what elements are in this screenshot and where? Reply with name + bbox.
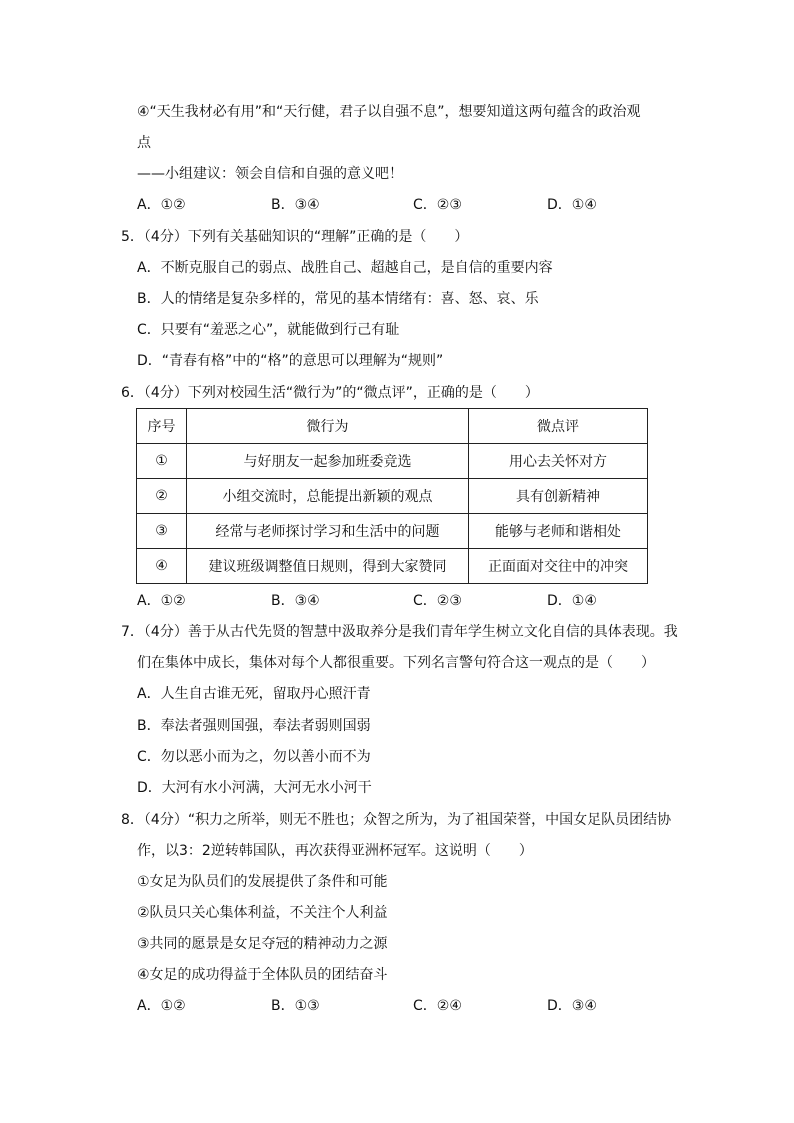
q7-option-c: C．勿以恶小而为之，勿以善小而不为 bbox=[137, 749, 371, 765]
q8-option-d: D．③④ bbox=[547, 998, 597, 1014]
q5-stem: 5．（4分）下列有关基础知识的“理解”正确的是（ ） bbox=[121, 229, 469, 245]
q7-option-b: B．奉法者强则国强，奉法者弱则国弱 bbox=[137, 718, 371, 734]
q4-group-suggestion: ——小组建议：领会自信和自强的意义吧！ bbox=[137, 166, 403, 182]
q5-option-b: B．人的情绪是复杂多样的，常见的基本情绪有：喜、怒、哀、乐 bbox=[137, 291, 539, 307]
q5-option-c: C．只要有“羞恶之心”，就能做到行己有耻 bbox=[137, 322, 400, 338]
q5-option-d: D．“青春有格”中的“格”的意思可以理解为“规则” bbox=[137, 353, 444, 369]
q4-option-d: D．①④ bbox=[547, 197, 597, 213]
row-comment: 具有创新精神 bbox=[469, 479, 648, 514]
q6-option-a: A．①② bbox=[137, 593, 186, 609]
q6-option-b: B．③④ bbox=[271, 593, 320, 609]
table-header-row bbox=[137, 409, 648, 444]
table-row bbox=[137, 479, 648, 514]
table-row bbox=[137, 514, 648, 549]
q8-stem-line2: 作，以3：2逆转韩国队，再次获得亚洲杯冠军。这说明（ ） bbox=[137, 843, 533, 859]
q8-statement-3: ③共同的愿景是女足夺冠的精神动力之源 bbox=[137, 936, 388, 952]
row-number: ③ bbox=[137, 514, 187, 549]
table-row bbox=[137, 549, 648, 584]
header-micro-comment: 微点评 bbox=[469, 409, 648, 444]
q4-options bbox=[137, 195, 657, 215]
q6-option-c: C．②③ bbox=[413, 593, 462, 609]
q8-stem-line1: 8．（4分）“积力之所举，则无不胜也；众智之所为，为了祖国荣誉，中国女足队员团结协 bbox=[121, 812, 672, 828]
q8-statement-2: ②队员只关心集体利益，不关注个人利益 bbox=[137, 905, 388, 921]
q8-statement-1: ①女足为队员们的发展提供了条件和可能 bbox=[137, 874, 388, 890]
q6-option-d: D．①④ bbox=[547, 593, 597, 609]
row-number: ② bbox=[137, 479, 187, 514]
q4-statement-4-line2: 点 bbox=[137, 135, 151, 151]
q4-statement-4-line1: ④“天生我材必有用”和“天行健，君子以自强不息”，想要知道这两句蕴含的政治观 bbox=[137, 104, 641, 120]
row-comment: 用心去关怀对方 bbox=[469, 444, 648, 479]
row-behavior: 小组交流时，总能提出新颖的观点 bbox=[187, 479, 469, 514]
row-behavior: 建议班级调整值日规则，得到大家赞同 bbox=[187, 549, 469, 584]
row-behavior: 与好朋友一起参加班委竞选 bbox=[187, 444, 469, 479]
row-behavior: 经常与老师探讨学习和生活中的问题 bbox=[187, 514, 469, 549]
q6-options bbox=[137, 591, 657, 611]
q8-option-a: A．①② bbox=[137, 998, 186, 1014]
row-number: ① bbox=[137, 444, 187, 479]
row-comment: 正面面对交往中的冲突 bbox=[469, 549, 648, 584]
q8-option-c: C．②④ bbox=[413, 998, 462, 1014]
q8-option-b: B．①③ bbox=[271, 998, 320, 1014]
row-number: ④ bbox=[137, 549, 187, 584]
q7-stem-line2: 们在集体中成长，集体对每个人都很重要。下列名言警句符合这一观点的是（ ） bbox=[137, 655, 655, 671]
q8-statement-4: ④女足的成功得益于全体队员的团结奋斗 bbox=[137, 967, 388, 983]
q7-option-a: A．人生自古谁无死，留取丹心照汗青 bbox=[137, 686, 371, 702]
q4-option-c: C．②③ bbox=[413, 197, 462, 213]
table-row bbox=[137, 444, 648, 479]
q4-option-b: B．③④ bbox=[271, 197, 320, 213]
header-micro-behavior: 微行为 bbox=[187, 409, 469, 444]
q6-stem: 6．（4分）下列对校园生活“微行为”的“微点评”，正确的是（ ） bbox=[121, 385, 539, 401]
q4-option-a: A．①② bbox=[137, 197, 186, 213]
row-comment: 能够与老师和谐相处 bbox=[469, 514, 648, 549]
q7-option-d: D．大河有水小河满，大河无水小河干 bbox=[137, 780, 372, 796]
header-number: 序号 bbox=[137, 409, 187, 444]
q8-options bbox=[137, 996, 657, 1016]
q7-stem-line1: 7．（4分）善于从古代先贤的智慧中汲取养分是我们青年学生树立文化自信的具体表现。我 bbox=[121, 624, 678, 640]
q6-table bbox=[136, 408, 648, 584]
q5-option-a: A．不断克服自己的弱点、战胜自己、超越自己，是自信的重要内容 bbox=[137, 260, 553, 276]
